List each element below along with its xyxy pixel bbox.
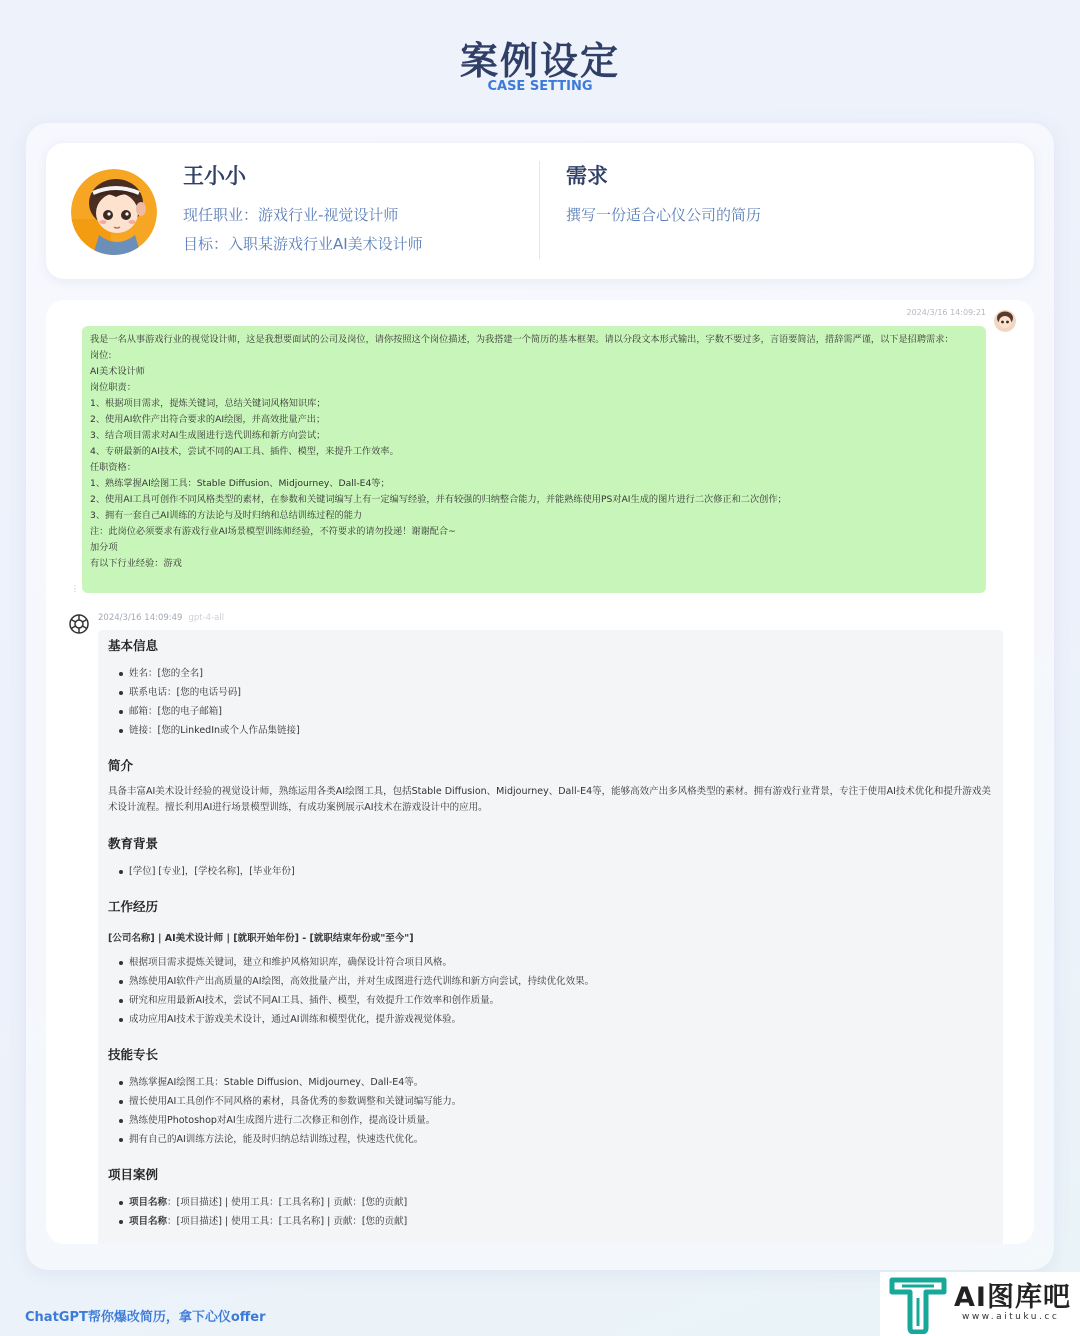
user-message-line: 我是一名从事游戏行业的视觉设计师，这是我想要面试的公司及岗位，请你按照这个岗位描述，为我搭建一个简历的基本框架。请以分段文本形式输出，字数不要过多，言语要简洁，措辞需严谨，以下是招聘需求： — [90, 334, 954, 345]
list-item: 成功应用AI技术于游戏美术设计，通过AI训练和模型优化，提升游戏视觉体验。 — [108, 1010, 993, 1029]
project-label: 项目名称 — [129, 1197, 168, 1208]
list-item: 熟练使用AI软件产出高质量的AI绘图，高效批量产出，并对生成图进行迭代训练和新方向尝试，持续优化效果。 — [108, 972, 993, 991]
list-item: 熟练使用Photoshop对AI生成图片进行二次修正和创作，提高设计质量。 — [108, 1111, 993, 1130]
section-title-intro: 简介 — [108, 758, 134, 773]
list-item: 链接：[您的LinkedIn或个人作品集链接] — [108, 721, 993, 740]
list-item — [108, 1212, 993, 1231]
chat-panel — [46, 300, 1034, 1244]
user-message-bubble — [82, 326, 986, 593]
logo-text: AI图库吧 — [954, 1282, 1071, 1313]
need-title: 需求 — [566, 164, 608, 188]
user-message-line: 注：此岗位必须要求有游戏行业AI场景模型训练师经验，不符要求的请勿投递！谢谢配合~ — [90, 526, 456, 537]
more-options-icon[interactable]: ⋮ — [71, 584, 79, 593]
list-item: 拥有自己的AI训练方法论，能及时归纳总结训练过程，快速迭代优化。 — [108, 1130, 993, 1149]
user-message-line: 3、拥有一套自己AI训练的方法论与及时归纳和总结训练过程的能力 — [90, 510, 363, 521]
list-item: 研究和应用最新AI技术，尝试不同AI工具、插件、模型，有效提升工作效率和创作质量。 — [108, 991, 993, 1010]
logo-url: www.aituku.cc — [962, 1312, 1060, 1322]
projects-list — [108, 1193, 993, 1231]
bot-model: gpt-4-all — [188, 613, 225, 623]
user-message-line: 1、熟练掌握AI绘图工具：Stable Diffusion、Midjourney、Dall-E4等； — [90, 478, 390, 489]
profile-divider — [539, 161, 540, 259]
project-text: ：[项目描述] | 使用工具：[工具名称] | 贡献：[您的贡献] — [167, 1197, 408, 1208]
education-list — [108, 862, 993, 881]
profile-job: 现任职业：游戏行业-视觉设计师 — [183, 206, 399, 224]
list-item: [学位] [专业]，[学校名称]，[毕业年份] — [108, 862, 993, 881]
section-title-skills: 技能专长 — [108, 1047, 159, 1062]
user-message-line: 任职资格： — [90, 462, 136, 473]
project-text: ：[项目描述] | 使用工具：[工具名称] | 贡献：[您的贡献] — [167, 1216, 408, 1227]
user-message-line: 1、根据项目需求，提炼关键词，总结关键词风格知识库； — [90, 398, 326, 409]
user-timestamp: 2024/3/16 14:09:21 — [906, 308, 986, 317]
user-message-line: 2、使用AI工具可创作不同风格类型的素材，在参数和关键词编写上有一定编写经验，并有较强的归纳整合能力，并能熟练使用PS对AI生成的图片进行二次修正和二次创作； — [90, 494, 787, 505]
intro-text: 具备丰富AI美术设计经验的视觉设计师，熟练运用各类AI绘图工具，包括Stable Diffusion、Midjourney、Dall-E4等，能够高效产出多风格类型的素材。拥有游戏行业背景，专注于使用AI技术优化和提升游戏美术设计流程。擅长利用AI进行场景模型训练，有成功案例展示AI技术在游戏设计中的应用。 — [108, 786, 991, 813]
user-message-line: 岗位职责： — [90, 382, 136, 393]
user-message-line: 4、专研最新的AI技术，尝试不同的AI工具、插件、模型，来提升工作效率。 — [90, 446, 399, 457]
aituku-logo-icon — [888, 1276, 948, 1334]
bot-message-bubble — [98, 630, 1003, 1244]
user-message-line: 3、结合项目需求对AI生成图进行迭代训练和新方向尝试； — [90, 430, 326, 441]
section-title-basic: 基本信息 — [108, 638, 159, 653]
profile-goal: 目标：入职某游戏行业AI美术设计师 — [183, 235, 423, 253]
profile-name: 王小小 — [183, 164, 246, 188]
skills-list — [108, 1073, 993, 1149]
user-message-line: 有以下行业经验：游戏 — [90, 558, 182, 569]
work-header: [公司名称] | AI美术设计师 | [就职开始年份] - [就职结束年份或"至今"] — [108, 933, 414, 944]
section-title-projects: 项目案例 — [108, 1167, 159, 1182]
user-avatar-icon[interactable] — [994, 310, 1016, 332]
list-item: 姓名：[您的全名] — [108, 664, 993, 683]
avatar-girl-icon — [71, 169, 157, 255]
page-subtitle: CASE SETTING — [487, 79, 593, 94]
work-list — [108, 953, 993, 1029]
user-message-line: 加分项 — [90, 542, 118, 553]
list-item: 邮箱：[您的电子邮箱] — [108, 702, 993, 721]
project-label: 项目名称 — [129, 1216, 168, 1227]
list-item: 联系电话：[您的电话号码] — [108, 683, 993, 702]
user-message-line: AI美术设计师 — [90, 366, 145, 377]
page-title: 案例设定 — [459, 39, 620, 83]
user-message-line: 岗位: — [90, 350, 112, 361]
list-item: 熟练掌握AI绘图工具：Stable Diffusion、Midjourney、Dall-E4等。 — [108, 1073, 993, 1092]
site-logo[interactable] — [880, 1272, 1080, 1336]
openai-logo-icon — [68, 613, 90, 635]
bot-meta — [98, 613, 224, 623]
section-title-education: 教育背景 — [108, 836, 159, 851]
list-item — [108, 1193, 993, 1212]
user-message-line: 2、使用AI软件产出符合要求的AI绘图，并高效批量产出； — [90, 414, 326, 425]
list-item: 根据项目需求提炼关键词，建立和维护风格知识库，确保设计符合项目风格。 — [108, 953, 993, 972]
profile-card — [46, 143, 1034, 279]
bot-timestamp: 2024/3/16 14:09:49 — [98, 613, 183, 623]
footer-slogan: ChatGPT帮你爆改简历，拿下心仪offer — [25, 1310, 266, 1325]
need-text: 撰写一份适合心仪公司的简历 — [566, 206, 762, 224]
list-item: 擅长使用AI工具创作不同风格的素材，具备优秀的参数调整和关键词编写能力。 — [108, 1092, 993, 1111]
section-title-work: 工作经历 — [108, 899, 159, 914]
basic-info-list — [108, 664, 993, 740]
